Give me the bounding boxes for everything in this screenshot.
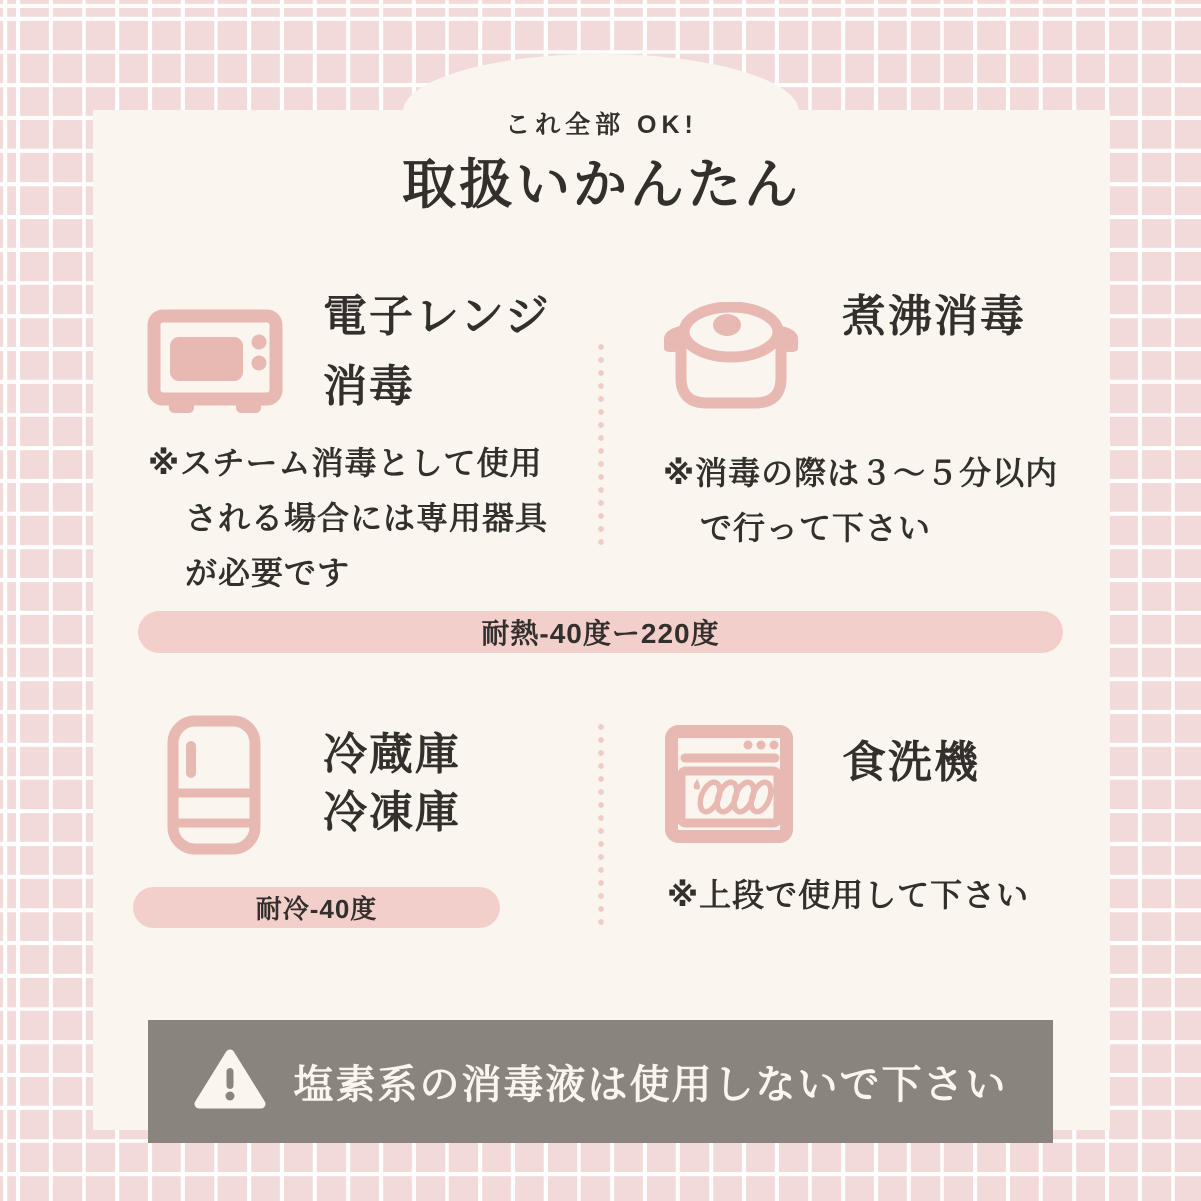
boil-note [663,446,1058,556]
boil-note-line1: ※消毒の際は３〜５分以内 [663,455,1059,491]
dishwasher-title: 食洗機 [842,738,980,787]
dishwasher-note [667,868,1029,923]
fridge-title-line2: 冷凍庫 [323,788,461,837]
boiling-pot-icon [660,302,802,419]
dotted-divider-bottom [598,723,604,925]
dishwasher-icon [665,725,793,848]
fridge-title [323,726,461,842]
microwave-icon [147,308,283,423]
microwave-note-line2: される場合には専用器具 [185,500,549,536]
warning-text: 塩素系の消毒液は使用しないで下さい [293,1063,1008,1107]
microwave-note-line3: が必要です [185,555,351,591]
warning-banner [148,1020,1053,1143]
warning-triangle-icon [194,1048,266,1115]
microwave-note [148,436,548,601]
page-title: 取扱いかんたん [402,155,801,215]
dotted-divider-top [598,343,604,545]
microwave-note-line1: ※スチーム消毒として使用 [148,445,543,481]
microwave-title-line1: 電子レンジ [323,292,551,341]
heat-resistance-band: 耐熱-40度ー220度 [138,611,1063,653]
cold-resistance-band: 耐冷-40度 [133,887,500,928]
dishwasher-note-line1: ※上段で使用して下さい [667,877,1030,913]
tagline: これ全部 OK! [505,111,698,139]
microwave-title-line2: 消毒 [323,362,415,411]
boil-note-line2: で行って下さい [700,510,932,546]
microwave-title [323,282,551,422]
fridge-icon [167,715,261,860]
boil-title: 煮沸消毒 [842,292,1026,341]
fridge-title-line1: 冷蔵庫 [323,730,461,779]
content-card [93,110,1110,1130]
